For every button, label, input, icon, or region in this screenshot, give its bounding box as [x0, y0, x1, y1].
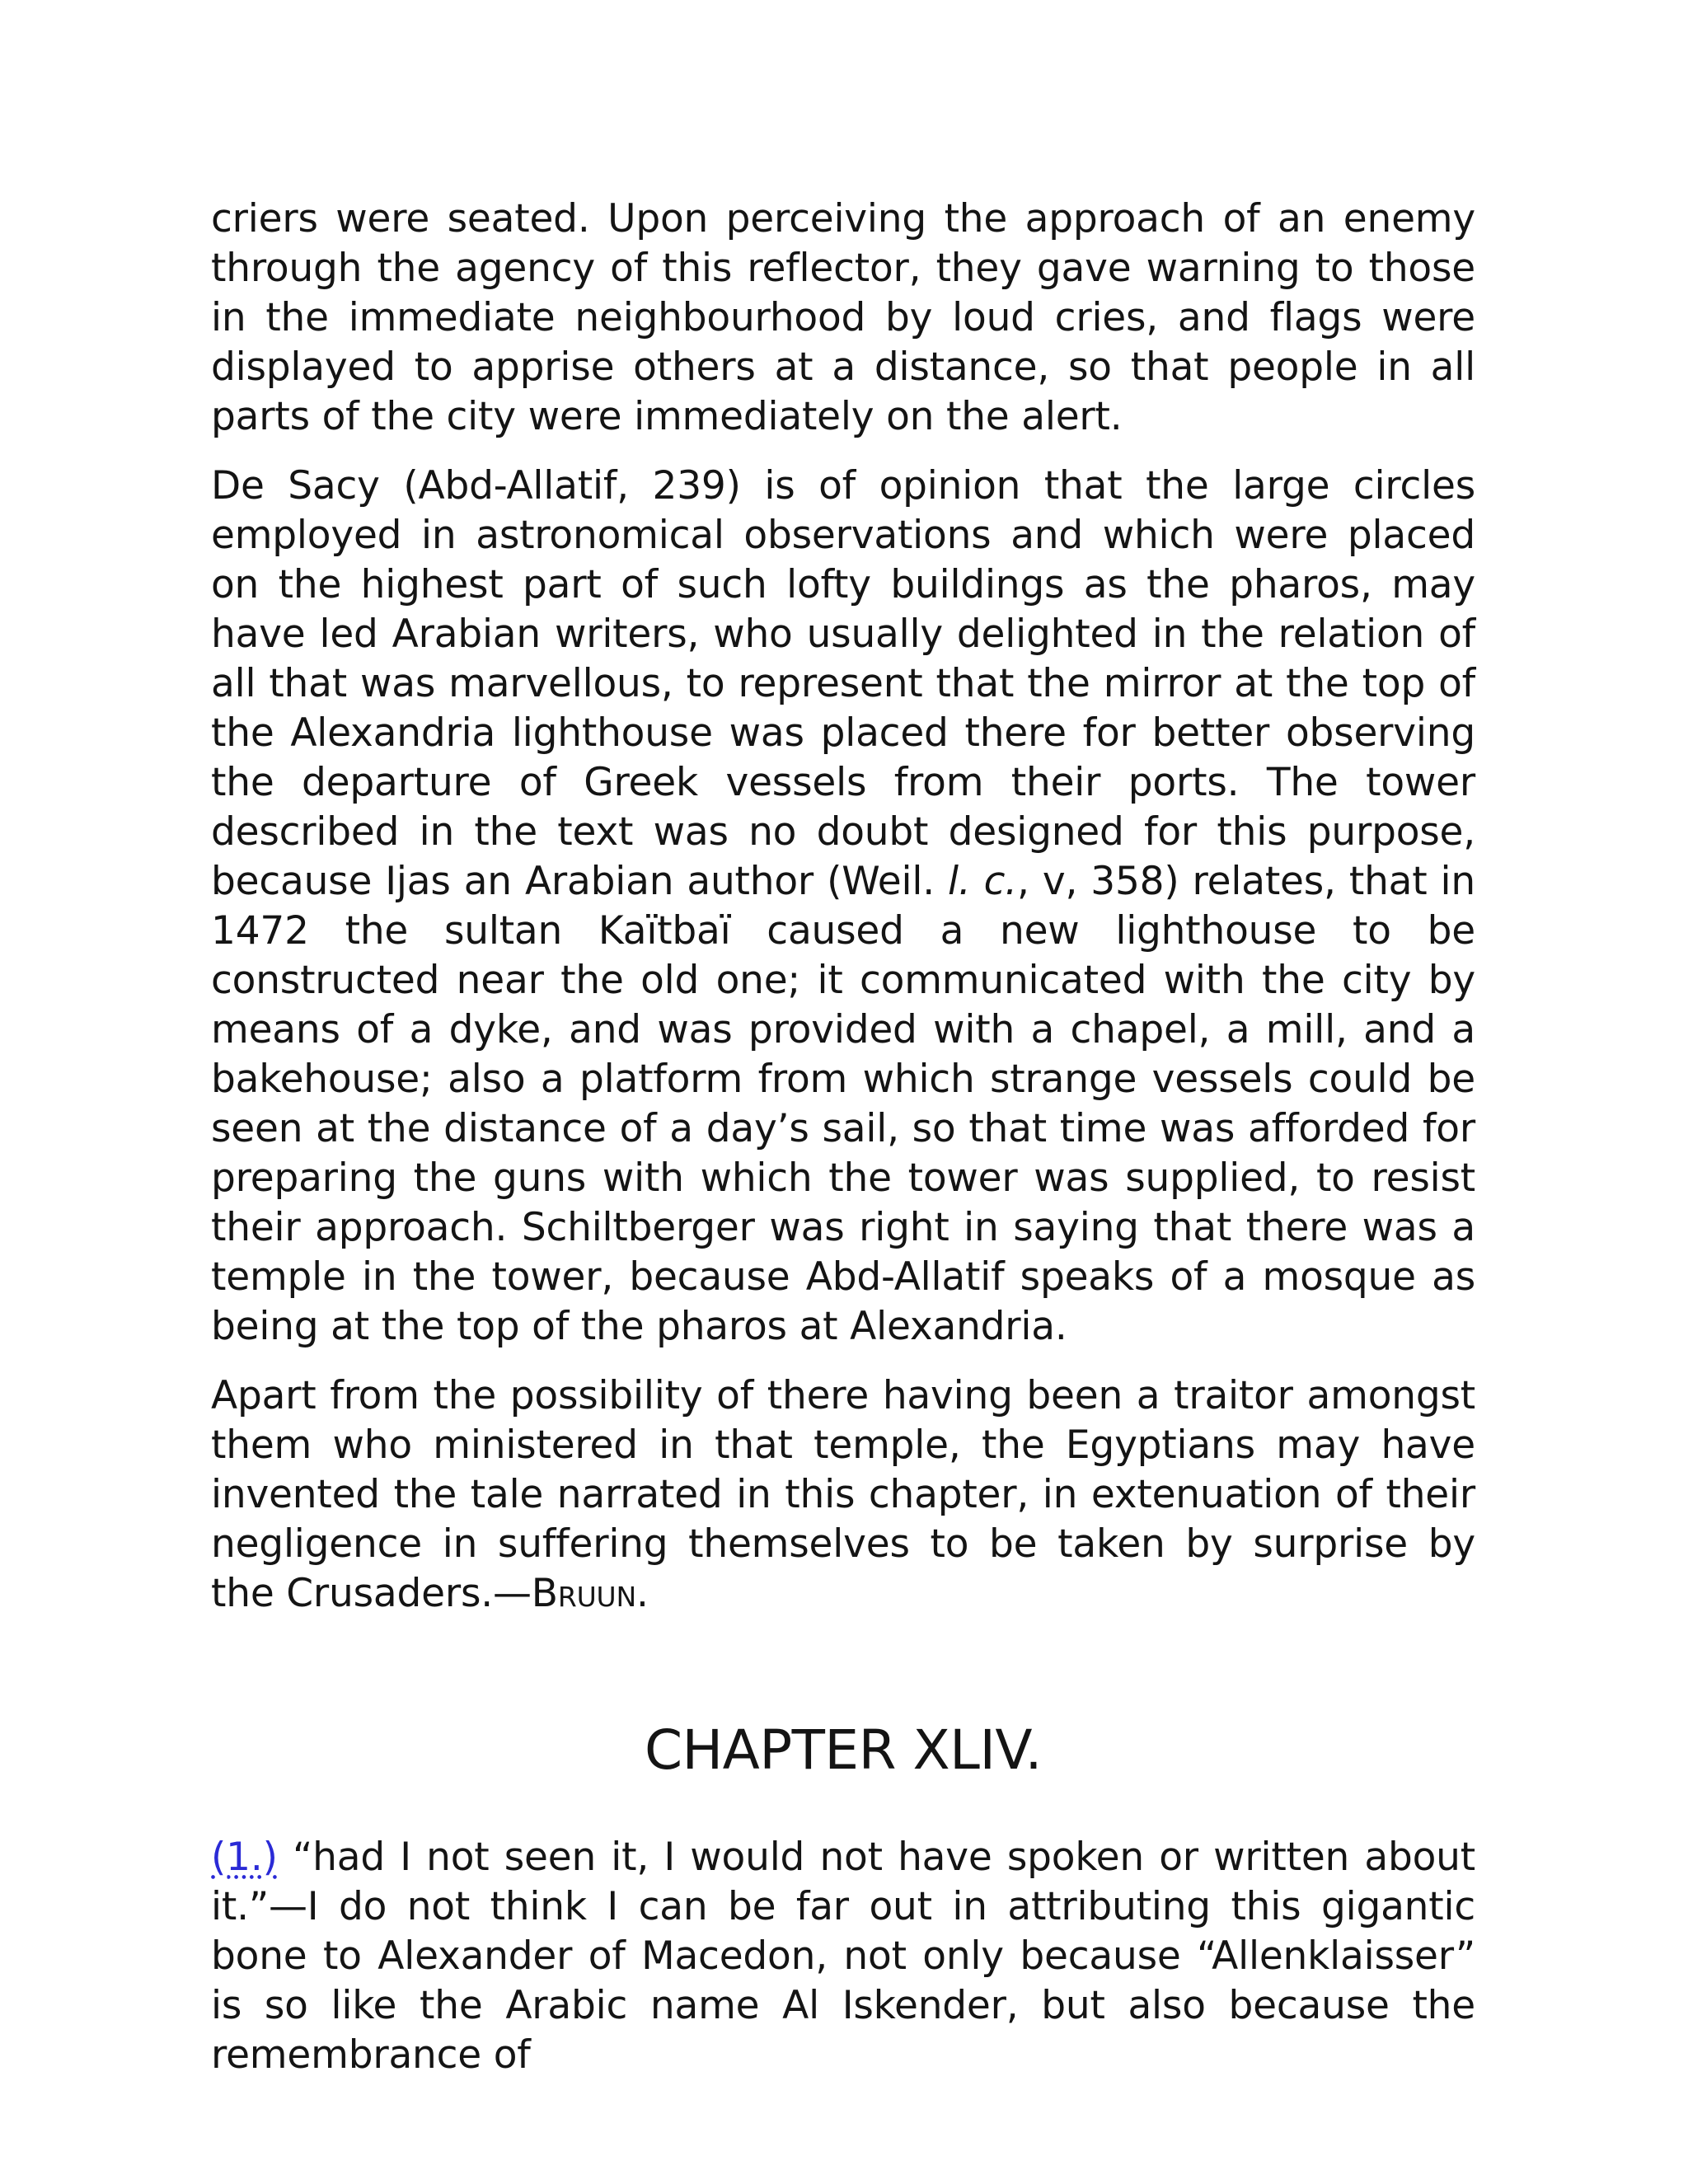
page-content — [211, 194, 1475, 2100]
citation-loc-cit: l. c. — [948, 859, 1018, 904]
chapter-heading: CHAPTER XLIV. — [644, 1718, 1043, 1782]
paragraph-de-sacy — [211, 462, 1475, 1352]
paragraph-traitor-text: Apart from the possibility of there having been a traitor amongst them who ministered in that temple, the Egyptians may have invented the tale narrated in this chapter, in extenuation of their negligence in suffering themselves to be taken by surprise by the Crusaders.— — [211, 1373, 1475, 1616]
footnote-paragraph — [211, 1833, 1475, 2080]
paragraph-de-sacy-text-b: , v, 358) relates, that in 1472 the sultan Kaïtbaï caused a new lighthouse to be constructed near the old one; it communicated with the city by means of a dyke, and was provided with a chapel, a mill, and a bakehouse; also a platform from which strange vessels could be seen at the distance of a day’s sail, so that time was afforded for preparing the guns with which the tower was supplied, to resist their approach. Schiltberger was right in saying that there was a temple in the tower, because Abd-Allatif speaks of a mosque as being at the top of the pharos at Alexandria. — [211, 859, 1475, 1349]
paragraph-reflector — [211, 194, 1475, 442]
paragraph-traitor — [211, 1371, 1475, 1619]
paragraph-de-sacy-text-a: De Sacy (Abd-Allatif, 239) is of opinion that the large circles employed in astronomical observations and which were placed on the highest part of such lofty buildings as the pharos, may have led Arabian writers, who usually delighted in the relation of all that was marvellous, to represent that the mirror at the top of the Alexandria lighthouse was placed there for better observing the departure of Greek vessels from their ports. The tower described in the text was no doubt designed for this purpose, because Ijas an Arabian author (Weil. — [211, 463, 1475, 904]
footnote-link[interactable]: (1.) — [211, 1835, 278, 1880]
footnote-text: “had I not seen it, I would not have spoken or written about it.”—I do not think I can be far out in attributing this gigantic bone to Alexander of Macedon, not only because “Allenklaisser” is so like the Arabic name Al Iskender, but also because the remembrance of — [211, 1835, 1475, 2078]
paragraph-reflector-text: criers were seated. Upon perceiving the approach of an enemy through the agency of this reflector, they gave warning to those in the immediate neighbourhood by loud cries, and flags were displayed to apprise others at a distance, so that people in all parts of the city were immediately on the alert. — [211, 196, 1475, 439]
author-signature: Bruun — [531, 1571, 636, 1616]
paragraph-traitor-end: . — [635, 1571, 649, 1616]
